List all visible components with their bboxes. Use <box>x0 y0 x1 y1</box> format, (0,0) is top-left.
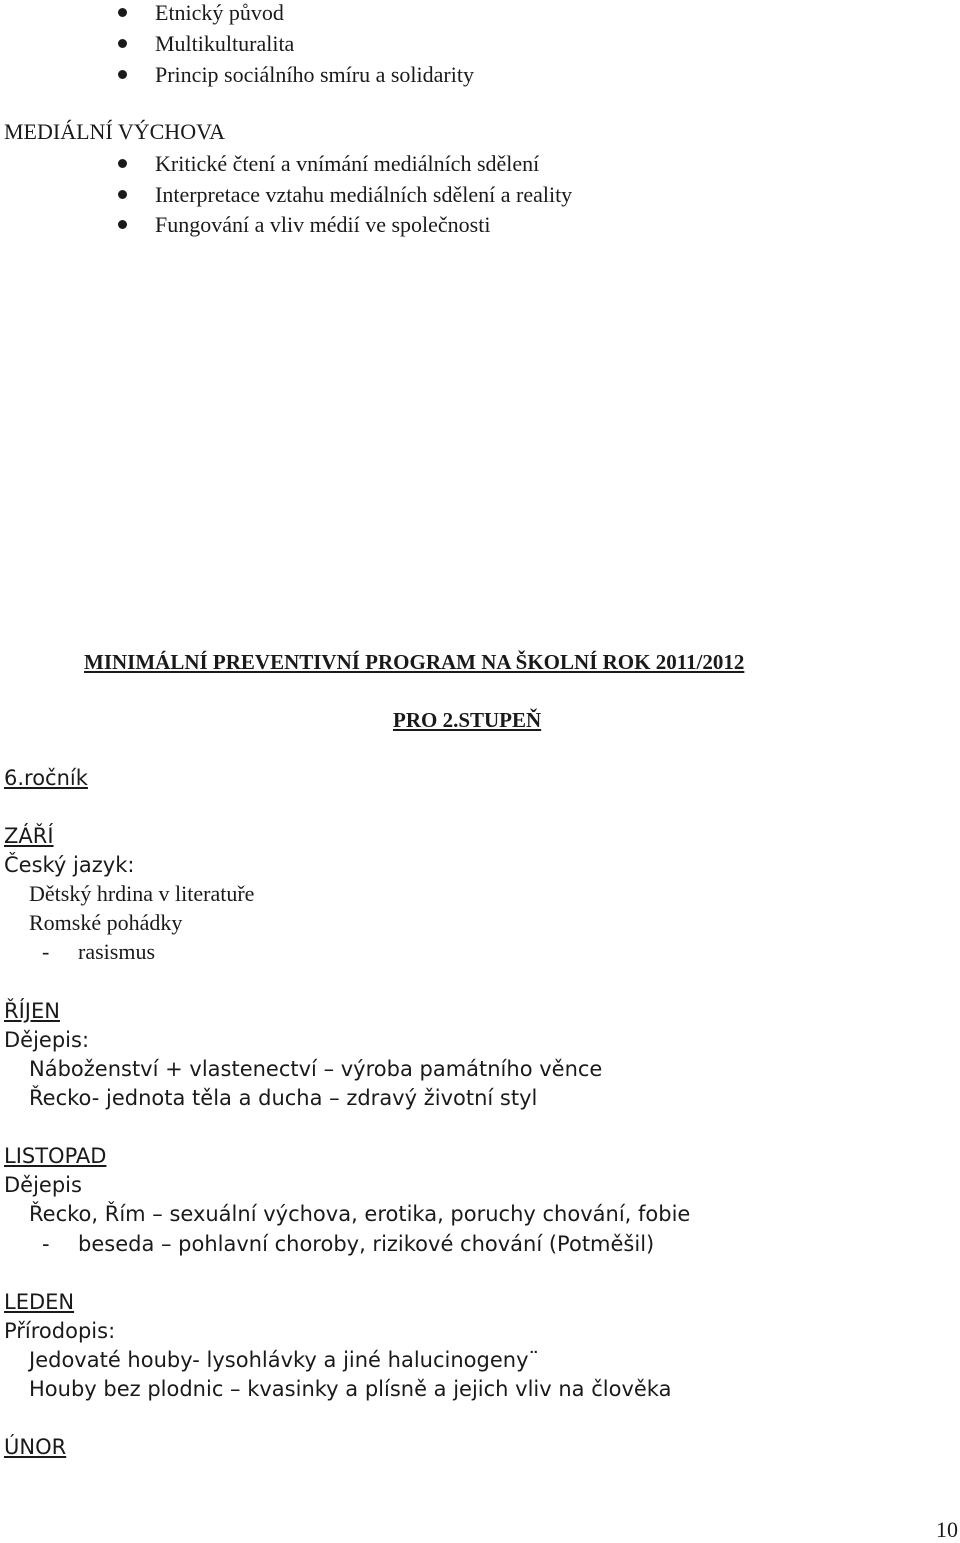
page-title: MINIMÁLNÍ PREVENTIVNÍ PROGRAM NA ŠKOLNÍ ROK 2011/2012 <box>84 650 745 674</box>
subject-label: Český jazyk: <box>4 853 135 877</box>
dash-icon: - <box>42 939 50 964</box>
subject-label: Přírodopis: <box>4 1319 116 1343</box>
month-heading-leden: LEDEN <box>4 1290 75 1314</box>
section-heading-media: MEDIÁLNÍ VÝCHOVA <box>4 119 226 144</box>
subject-label: Dějepis: <box>4 1028 90 1052</box>
list-item: Jedovaté houby- lysohlávky a jiné halucinogeny¨ <box>29 1348 539 1372</box>
bullet-icon <box>118 190 127 199</box>
list-item: Náboženství + vlastenectví – výroba památního věnce <box>29 1057 603 1081</box>
document-page: Etnický původ Multikulturalita Princip sociálního smíru a solidarity MEDIÁLNÍ VÝCHOVA Kritické čtení a vnímání mediálních sdělení Interpretace vztahu mediálních sdělení a reality Fungování a vliv médií ve společnosti MINIMÁLNÍ PREVENTIVNÍ PROGRAM NA ŠKOLNÍ ROK 2011/2012 PRO 2.STUPEŇ 6.ročník ZÁŘÍ Český jazyk: Dětský hrdina v literatuře Romské pohádky - rasismus ŘÍJEN Dějepis: Náboženství + vlastenectví – výroba památního věnce Řecko- jednota těla a ducha – zdravý životní styl LISTOPAD Dějepis Řecko, Řím – sexuální výchova, erotika, poruchy chování, fobie - beseda – pohlavní choroby, rizikové chování (Potměšil) LEDEN Přírodopis: Jedovaté houby- lysohlávky a jiné halucinogeny¨ Houby bez plodnic – kvasinky a plísně a jejich vliv na člověka ÚNOR 10 <box>4 0 958 1542</box>
list-item: Řecko, Řím – sexuální výchova, erotika, poruchy chování, fobie <box>29 1202 691 1226</box>
page-number: 10 <box>936 1517 958 1542</box>
bullet-icon <box>118 159 127 168</box>
grade-label: 6.ročník <box>4 766 88 790</box>
subject-label: Dějepis <box>4 1173 82 1197</box>
list-item: Houby bez plodnic – kvasinky a plísně a jejich vliv na člověka <box>29 1377 672 1401</box>
bullet-icon <box>118 8 127 17</box>
dash-icon: - <box>42 1232 50 1256</box>
month-heading-listopad: LISTOPAD <box>4 1144 107 1168</box>
bullet-icon <box>118 39 127 48</box>
list-item: beseda – pohlavní choroby, rizikové chování (Potměšil) <box>78 1232 655 1256</box>
list-item: Řecko- jednota těla a ducha – zdravý životní styl <box>29 1086 538 1110</box>
list-item: Dětský hrdina v literatuře <box>29 881 255 906</box>
list-item: Romské pohádky <box>29 910 183 935</box>
bullet-icon <box>118 220 127 229</box>
month-heading-zari: ZÁŘÍ <box>4 824 54 848</box>
page-subtitle: PRO 2.STUPEŇ <box>393 708 542 732</box>
month-heading-rijen: ŘÍJEN <box>4 999 60 1023</box>
bullet-icon <box>118 70 127 79</box>
list-item: rasismus <box>78 939 155 964</box>
month-heading-unor: ÚNOR <box>4 1435 67 1459</box>
